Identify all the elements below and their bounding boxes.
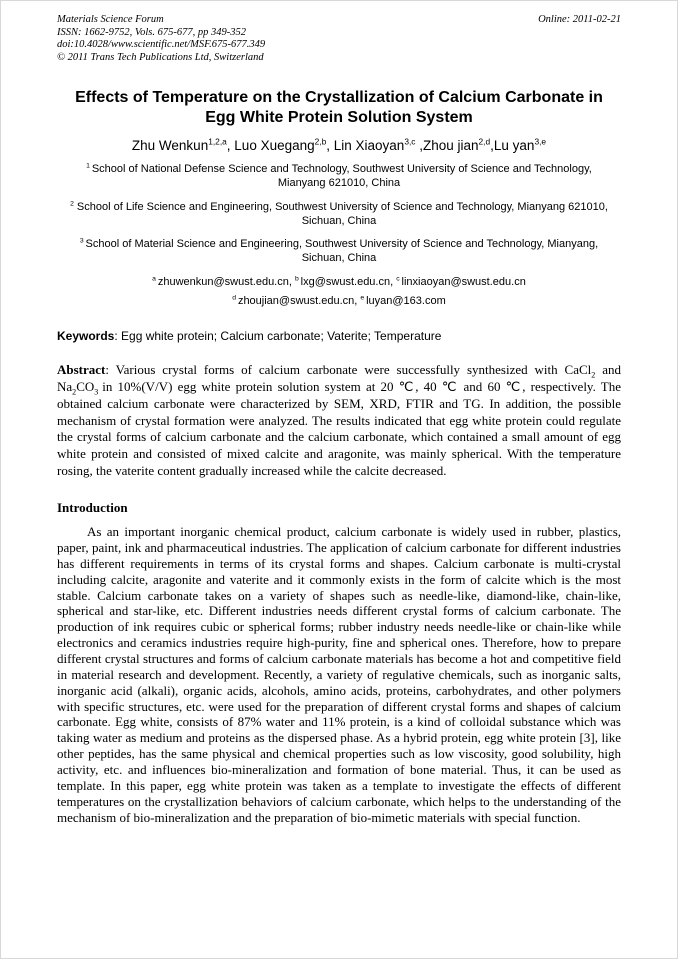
paper-title: Effects of Temperature on the Crystallization of Calcium Carbonate in Egg White Protein Solution System — [75, 89, 603, 127]
keywords-line: Keywords: Egg white protein; Calcium carbonate; Vaterite; Temperature — [57, 328, 442, 343]
affiliation-3: $^3$ School of Material Science and Engineering, Southwest University of Science and Technology, Mianyang, Sichuan, China — [79, 237, 599, 264]
journal-header-left — [57, 14, 265, 64]
online-date: Online: 2011-02-21 — [538, 14, 621, 25]
affiliation-1: $^1$ School of National Defense Science and Technology, Southwest University of Science and Technology, Mianyang 621010, China — [86, 162, 592, 190]
introduction-heading: Introduction — [57, 500, 128, 516]
doi-line: doi:10.4028/www.scientific.net/MSF.675-677.349 — [57, 39, 266, 51]
issn-line: ISSN: 1662-9752, Vols. 675-677, pp 349-352 — [57, 26, 246, 38]
author-emails-line-1: $^a$ zhuwenkun@swust.edu.cn, $^b$ lxg@swust.edu.cn, $^c$ linxiaoyan@swust.edu.cn — [152, 275, 526, 288]
author-emails-line-2: $^d$ zhoujian@swust.edu.cn, $^e$ luyan@163.com — [232, 294, 446, 307]
journal-header — [57, 14, 621, 64]
copyright-line: © 2011 Trans Tech Publications Ltd, Switzerland — [57, 51, 264, 63]
journal-name: Materials Science Forum — [57, 14, 164, 25]
authors-line: Zhu Wenkun$^{1,2,a}$, Luo Xuegang$^{2,b}$, Lin Xiaoyan$^{3,c}$ ,Zhou jian$^{2,d}$,Lu yan$^{3,e}$ — [131, 136, 547, 154]
affiliation-2: $^2$ School of Life Science and Engineering, Southwest University of Science and Technology, Mianyang 621010, Sichuan, China — [70, 199, 608, 227]
introduction-paragraph: As an important inorganic chemical product, calcium carbonate is widely used in rubber, plastics, paper, paint, ink and pharmaceutical industries. The application of calcium carbonate for different industries has different requirements in terms of its crystal forms and shapes. Calcium carbonate is multi-crystal including calcite, aragonite and vaterite and it commonly exists in the form of calcite which is the most stable. Calcium carbonate takes on a variety of shapes such as needle-like, diamond-like, chain-like, spherical and star-like, etc. Different industries needs different crystal forms of calcium carbonate. The production of ink requires cubic or spherical forms; rubber industry needs needle-like or chain-like while electronics and ceramics industries require high-purity, fine and spherical ones. Therefore, how to prepare different crystal structures and forms of calcium carbonate materials has become a hot and competitive field in material research and development. Recently, a variety of regulative chemicals, such as inorganic salts, inorganic acid (alkali), organic acids, alcohols, amino acids, proteins, carbohydrates, and other polymers with specific structures, etc. were used for the preparation of different crystal forms and shapes of calcium carbonate. Egg white, consists of 87% water and 11% protein, is a kind of colloidal substance which was taking water as medium and proteins as the dispersed phase. As a hybrid protein, egg white protein [3], like other peptides, has the same physical and chemical properties such as low viscosity, good solubility, high activity, etc. and influences bio-mineralization and formation of bone material. Thus, it can be used as template. In this paper, egg white protein was taken as a template to investigate the effects of different temperatures on the crystallization behaviors of calcium carbonate, which helps to the understanding of the mechanism of bio-mineralization and the preparation of bio-mimetic materials with special function. — [57, 524, 621, 825]
abstract-paragraph: Abstract: Various crystal forms of calcium carbonate were successfully synthesized with CaCl$_2$ and $Na_2CO_3$ in 10%(V/V) egg white protein solution system at 20 ℃, 40 ℃ and 60 ℃, respectively. The obtained calcium carbonate were characterized by SEM, XRD, FTIR and TG. In addition, the possible mechanism of crystal formation were analyzed. The results indicated that egg white protein could regulate the crystal forms of calcium carbonate and the calcium carbonate, which contained a small amount of egg white protein and consisted of mixed calcite and aragonite, was mainly spherical. With the temperature rosing, the vaterite content gradually increased while the calcite decreased. — [57, 361, 621, 479]
